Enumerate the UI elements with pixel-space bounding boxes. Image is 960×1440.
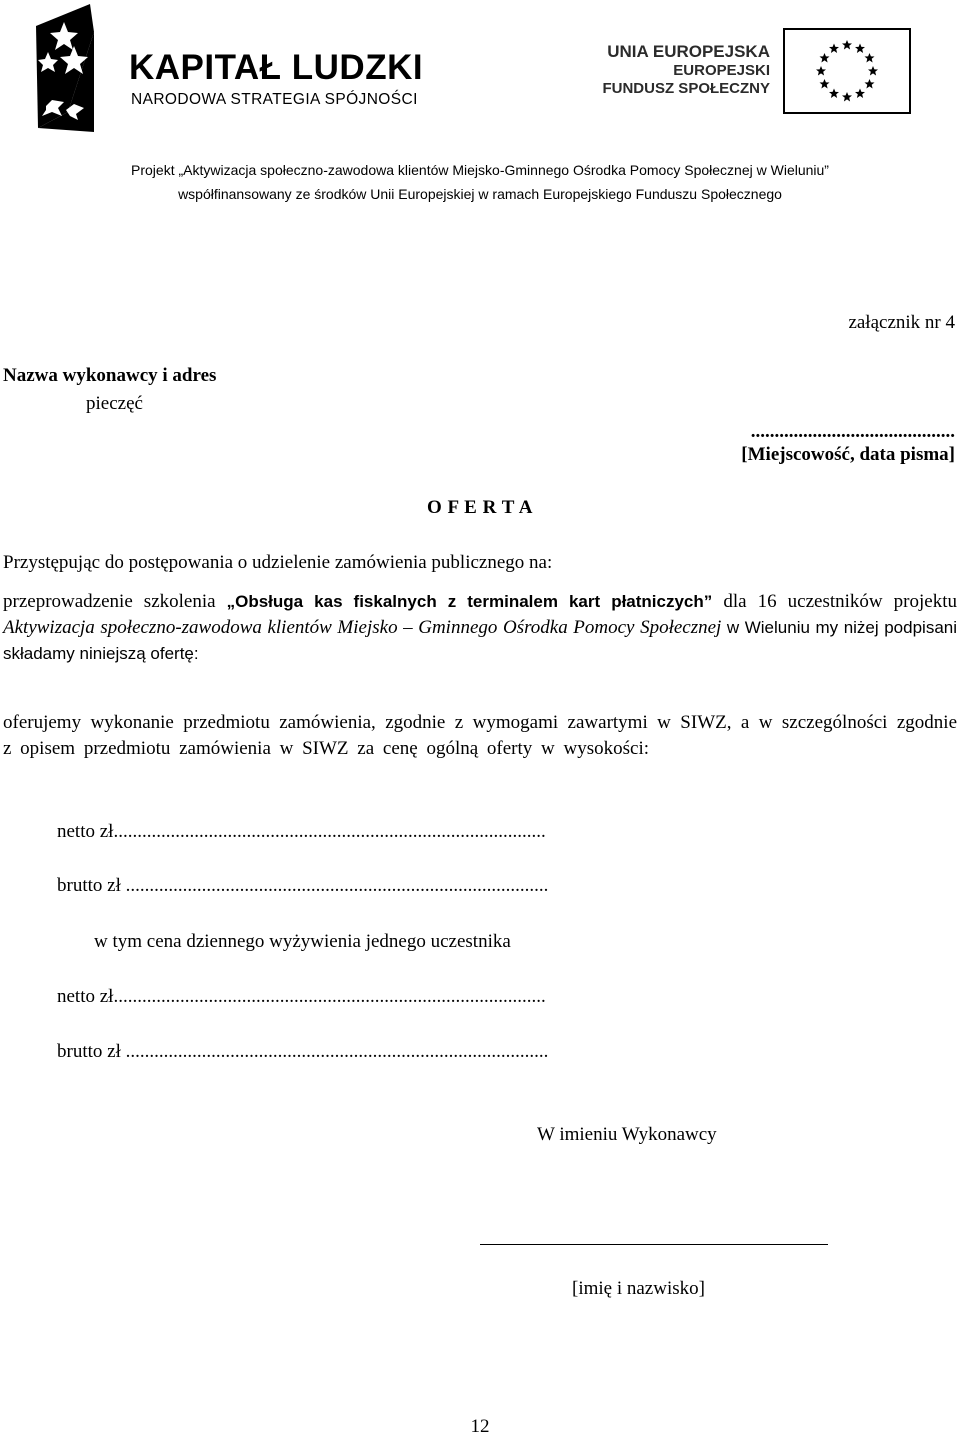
place-date-dots: ...........................................: [750, 421, 955, 442]
training-title: „Obsługa kas fiskalnych z terminalem kart płatniczych”: [226, 592, 713, 611]
project-line-2: współfinansowany ze środków Unii Europejskiej w ramach Europejskiego Funduszu Społecznego: [178, 186, 782, 202]
page-number: 12: [470, 1416, 490, 1437]
offer-subject-paragraph: [3, 589, 957, 667]
eu-flag-icon: [783, 28, 911, 114]
subject-part-3: dla 16 uczestników projektu: [712, 591, 957, 612]
stamp-label: pieczęć: [86, 393, 143, 414]
eu-line-2: EUROPEJSKI: [673, 62, 770, 80]
project-name: Aktywizacja społeczno-zawodowa klientów Miejsko – Gminnego Ośrodka Pomocy Społecznej: [3, 617, 722, 638]
kapital-ludzki-subtitle: NARODOWA STRATEGIA SPÓJNOŚCI: [131, 91, 418, 108]
on-behalf-label: W imieniu Wykonawcy: [537, 1124, 717, 1145]
eu-line-3: FUNDUSZ SPOŁECZNY: [602, 79, 770, 97]
meal-gross-price-field: brutto zł .........................................................................................: [57, 1041, 549, 1062]
eu-fund-label: [602, 42, 770, 97]
place-date-label: [Miejscowość, data pisma]: [741, 444, 955, 465]
meal-price-label: w tym cena dziennego wyżywienia jednego uczestnika: [94, 931, 511, 952]
kapital-ludzki-logo: [28, 2, 448, 140]
kapital-ludzki-title: KAPITAŁ LUDZKI: [129, 48, 424, 87]
eu-line-1: UNIA EUROPEJSKA: [607, 42, 770, 61]
document-title: O F E R T A: [427, 497, 533, 518]
intro-text: Przystępując do postępowania o udzielenie zamówienia publicznego na:: [3, 552, 553, 573]
kapital-ludzki-emblem-icon: [28, 2, 128, 140]
gross-price-field: brutto zł .........................................................................................: [57, 875, 549, 896]
project-info: [0, 158, 960, 206]
name-label: [imię i nazwisko]: [572, 1278, 705, 1299]
net-price-field: netto zł...........................................................................................: [57, 821, 546, 842]
subject-part-5: w Wieluniu my niżej podpisani składamy niniejszą ofertę:: [3, 618, 958, 663]
meal-net-price-field: netto zł...........................................................................................: [57, 986, 546, 1007]
project-line-1: Projekt „Aktywizacja społeczno-zawodowa klientów Miejsko-Gminnego Ośrodka Pomocy Społecznej w Wieluniu”: [131, 162, 829, 178]
signature-line: [480, 1244, 828, 1245]
attachment-label: załącznik nr 4: [848, 312, 955, 333]
subject-part-1: przeprowadzenie szkolenia: [3, 591, 227, 612]
offer-paragraph: oferujemy wykonanie przedmiotu zamówienia, zgodnie z wymogami zawartymi w SIWZ, a w szczególności zgodnie z opisem przedmiotu zamówienia w SIWZ za cenę ogólną oferty w wysokości:: [3, 712, 957, 759]
vendor-name-label: Nazwa wykonawcy i adres: [3, 365, 217, 386]
